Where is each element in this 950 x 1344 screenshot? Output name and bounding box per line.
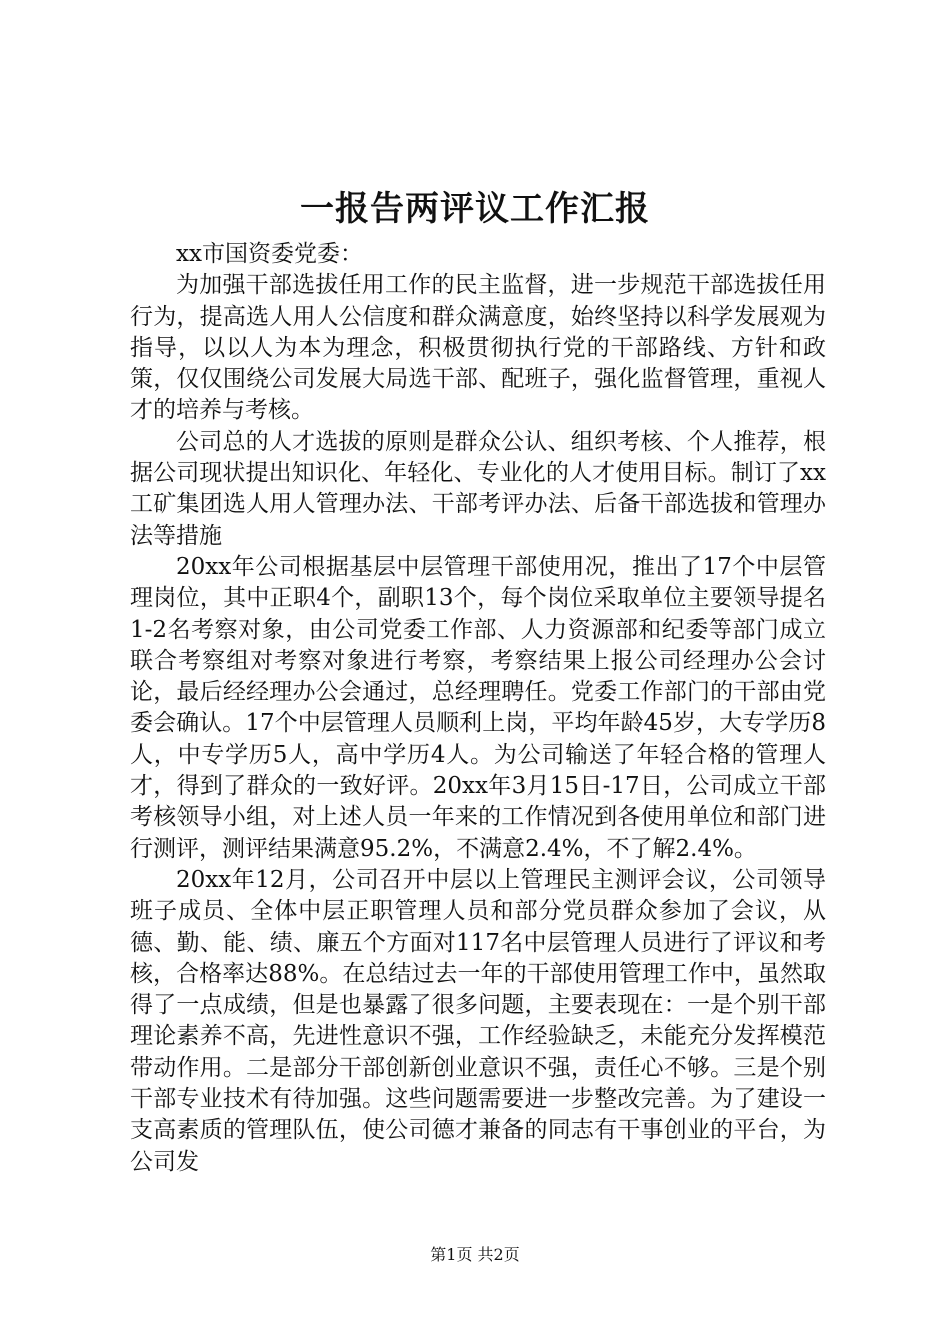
salutation: xx市国资委党委： — [176, 241, 363, 267]
document-title: 一报告两评议工作汇报 — [300, 189, 650, 229]
document-body — [130, 239, 826, 1178]
paragraph-1: 为加强干部选拔任用工作的民主监督，进一步规范干部选拔任用行为，提高选人用人公信度和群众满意度，始终坚持以科学发展观为指导，以以人为本为理念，积极贯彻执行党的干部路线、方针和政策，仅仅围绕公司发展大局选干部、配班子，强化监督管理，重视人才的培养与考核。 — [130, 272, 826, 424]
page-number-footer: 第1页 共2页 — [430, 1245, 520, 1264]
paragraph-4: 20xx年12月，公司召开中层以上管理民主测评会议，公司领导班子成员、全体中层正职管理人员和部分党员群众参加了会议，从德、勤、能、绩、廉五个方面对117名中层管理人员进行了评议和考核，合格率达88%。在总结过去一年的干部使用管理工作中，虽然取得了一点成绩，但是也暴露了很多问题，主要表现在：一是个别干部理论素养不高，先进性意识不强，工作经验缺乏，未能充分发挥模范带动作用。二是部分干部创新创业意识不强，责任心不够。三是个别干部专业技术有待加强。这些问题需要进一步整改完善。为了建设一支高素质的管理队伍，使公司德才兼备的同志有干事创业的平台，为公司发 — [130, 866, 826, 1175]
paragraph-3: 20xx年公司根据基层中层管理干部使用况，推出了17个中层管理岗位，其中正职4个，副职13个，每个岗位采取单位主要领导提名1-2名考察对象，由公司党委工作部、人力资源部和纪委等部门成立联合考察组对考察对象进行考察，考察结果上报公司经理办公会讨论，最后经经理办公会通过，总经理聘任。党委工作部门的干部由党委会确认。17个中层管理人员顺利上岗，平均年龄45岁，大专学历8人，中专学历5人，高中学历4人。为公司输送了年轻合格的管理人才，得到了群众的一致好评。20xx年3月15日-17日，公司成立干部考核领导小组，对上述人员一年来的工作情况到各使用单位和部门进行测评，测评结果满意95.2%，不满意2.4%，不了解2.4%。 — [130, 553, 826, 862]
paragraph-2: 公司总的人才选拔的原则是群众公认、组织考核、个人推荐，根据公司现状提出知识化、年轻化、专业化的人才使用目标。制订了xx工矿集团选人用人管理办法、干部考评办法、后备干部选拔和管理办法等措施 — [130, 428, 826, 549]
